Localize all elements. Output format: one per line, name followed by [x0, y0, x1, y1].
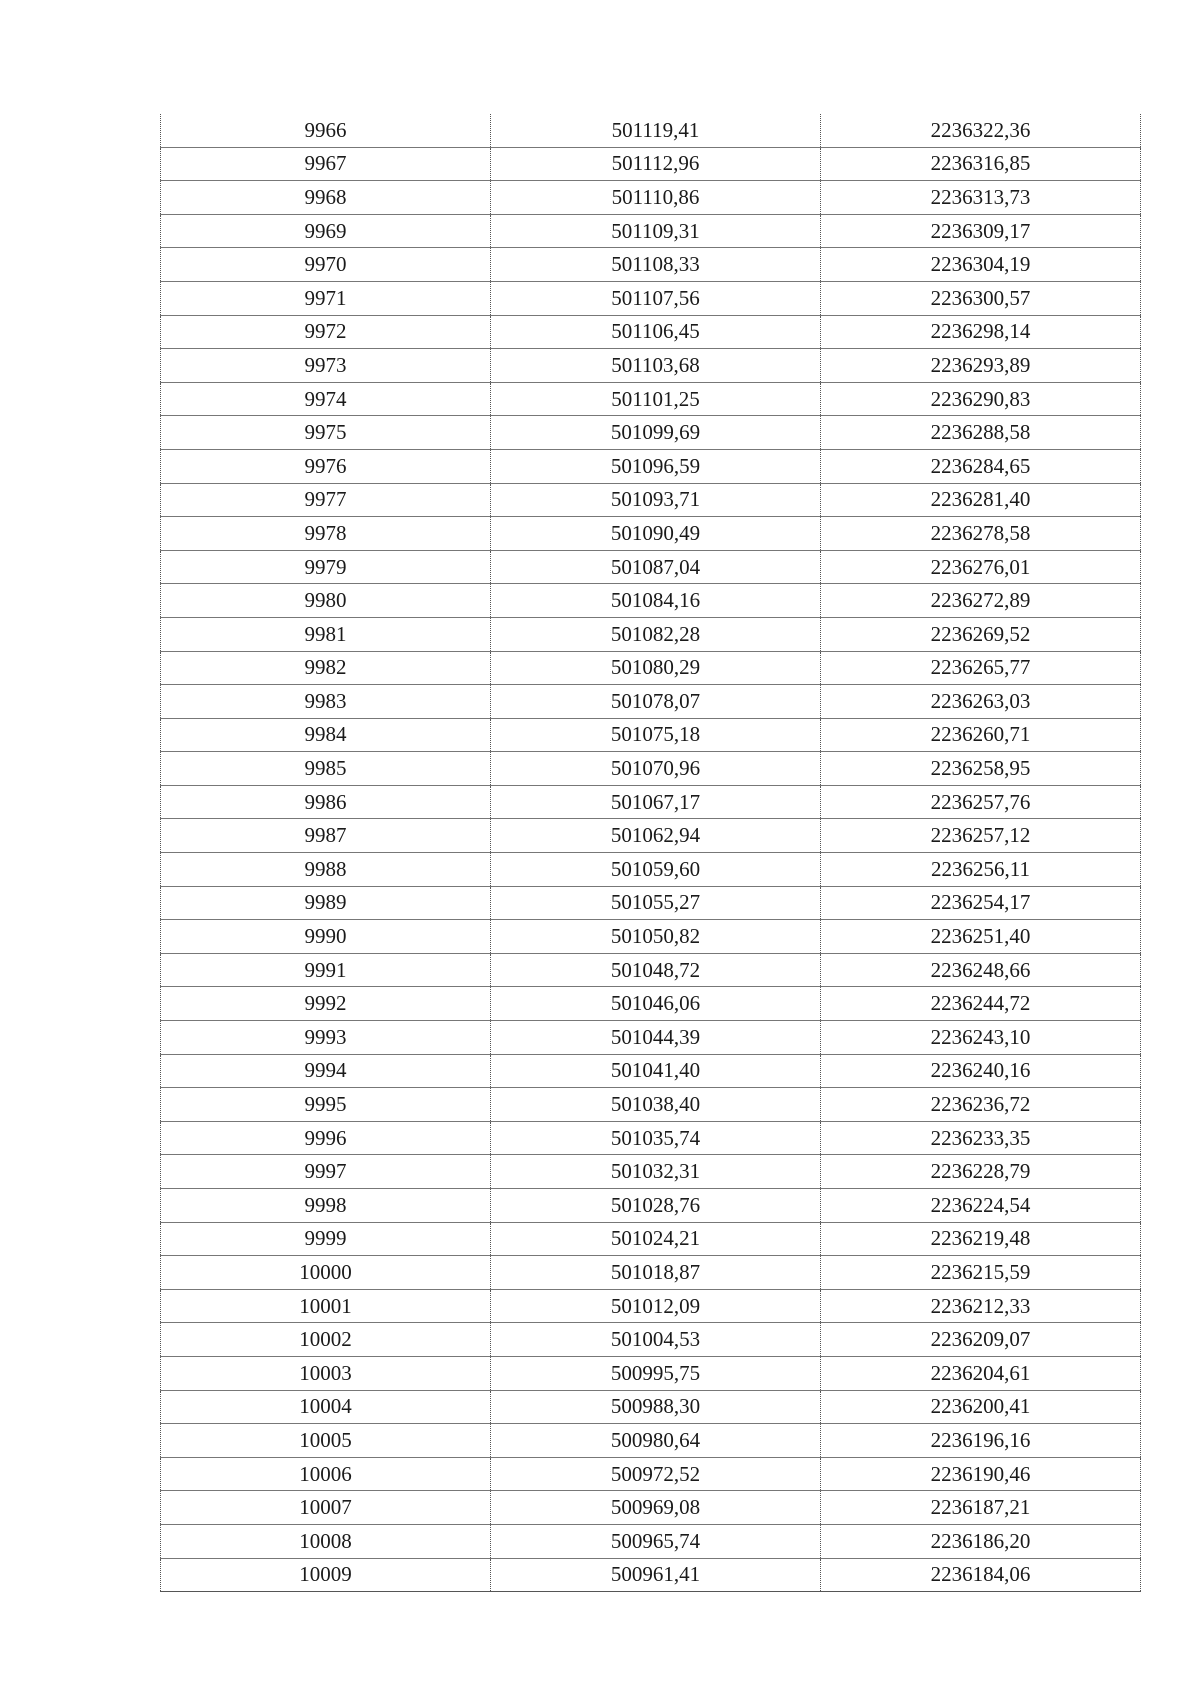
- point-number-cell: 9994: [161, 1054, 491, 1088]
- y-coordinate-cell: 2236300,57: [821, 281, 1141, 315]
- table-row: [161, 819, 1141, 853]
- point-number-cell: 9998: [161, 1189, 491, 1223]
- y-coordinate-cell: 2236256,11: [821, 853, 1141, 887]
- table-row: [161, 1323, 1141, 1357]
- x-coordinate-cell: 501038,40: [491, 1088, 821, 1122]
- point-number-cell: 9974: [161, 382, 491, 416]
- y-coordinate-cell: 2236309,17: [821, 214, 1141, 248]
- point-number-cell: 9978: [161, 517, 491, 551]
- table-row: [161, 1021, 1141, 1055]
- point-number-cell: 9966: [161, 114, 491, 147]
- y-coordinate-cell: 2236240,16: [821, 1054, 1141, 1088]
- x-coordinate-cell: 501090,49: [491, 517, 821, 551]
- table-row: [161, 1289, 1141, 1323]
- table-row: [161, 181, 1141, 215]
- point-number-cell: 9995: [161, 1088, 491, 1122]
- point-number-cell: 9971: [161, 281, 491, 315]
- y-coordinate-cell: 2236265,77: [821, 651, 1141, 685]
- table-row: [161, 584, 1141, 618]
- point-number-cell: 10000: [161, 1256, 491, 1290]
- x-coordinate-cell: 501107,56: [491, 281, 821, 315]
- y-coordinate-cell: 2236200,41: [821, 1390, 1141, 1424]
- y-coordinate-cell: 2236196,16: [821, 1424, 1141, 1458]
- x-coordinate-cell: 501075,18: [491, 718, 821, 752]
- table-row: [161, 685, 1141, 719]
- point-number-cell: 9984: [161, 718, 491, 752]
- table-row: [161, 1054, 1141, 1088]
- point-number-cell: 9967: [161, 147, 491, 181]
- y-coordinate-cell: 2236263,03: [821, 685, 1141, 719]
- table-row: [161, 550, 1141, 584]
- y-coordinate-cell: 2236288,58: [821, 416, 1141, 450]
- x-coordinate-cell: 500965,74: [491, 1524, 821, 1558]
- coordinates-table: [160, 114, 1141, 1592]
- table-row: [161, 920, 1141, 954]
- point-number-cell: 9969: [161, 214, 491, 248]
- table-row: [161, 1558, 1141, 1592]
- y-coordinate-cell: 2236243,10: [821, 1021, 1141, 1055]
- point-number-cell: 9992: [161, 987, 491, 1021]
- x-coordinate-cell: 501087,04: [491, 550, 821, 584]
- y-coordinate-cell: 2236276,01: [821, 550, 1141, 584]
- table-row: [161, 853, 1141, 887]
- point-number-cell: 9996: [161, 1121, 491, 1155]
- point-number-cell: 9990: [161, 920, 491, 954]
- point-number-cell: 10003: [161, 1356, 491, 1390]
- table-row: [161, 449, 1141, 483]
- point-number-cell: 9987: [161, 819, 491, 853]
- y-coordinate-cell: 2236244,72: [821, 987, 1141, 1021]
- y-coordinate-cell: 2236236,72: [821, 1088, 1141, 1122]
- x-coordinate-cell: 501078,07: [491, 685, 821, 719]
- table-row: [161, 483, 1141, 517]
- y-coordinate-cell: 2236284,65: [821, 449, 1141, 483]
- x-coordinate-cell: 501112,96: [491, 147, 821, 181]
- y-coordinate-cell: 2236186,20: [821, 1524, 1141, 1558]
- point-number-cell: 9991: [161, 953, 491, 987]
- x-coordinate-cell: 501032,31: [491, 1155, 821, 1189]
- point-number-cell: 9986: [161, 785, 491, 819]
- table-row: [161, 214, 1141, 248]
- y-coordinate-cell: 2236293,89: [821, 349, 1141, 383]
- point-number-cell: 9976: [161, 449, 491, 483]
- y-coordinate-cell: 2236209,07: [821, 1323, 1141, 1357]
- table-row: [161, 349, 1141, 383]
- x-coordinate-cell: 501018,87: [491, 1256, 821, 1290]
- point-number-cell: 10004: [161, 1390, 491, 1424]
- table-row: [161, 281, 1141, 315]
- x-coordinate-cell: 500969,08: [491, 1491, 821, 1525]
- x-coordinate-cell: 501067,17: [491, 785, 821, 819]
- point-number-cell: 9968: [161, 181, 491, 215]
- table-row: [161, 1222, 1141, 1256]
- y-coordinate-cell: 2236187,21: [821, 1491, 1141, 1525]
- x-coordinate-cell: 501041,40: [491, 1054, 821, 1088]
- y-coordinate-cell: 2236212,33: [821, 1289, 1141, 1323]
- x-coordinate-cell: 501050,82: [491, 920, 821, 954]
- point-number-cell: 9975: [161, 416, 491, 450]
- table-row: [161, 315, 1141, 349]
- y-coordinate-cell: 2236219,48: [821, 1222, 1141, 1256]
- x-coordinate-cell: 501084,16: [491, 584, 821, 618]
- table-row: [161, 1088, 1141, 1122]
- point-number-cell: 10002: [161, 1323, 491, 1357]
- x-coordinate-cell: 501101,25: [491, 382, 821, 416]
- table-row: [161, 1491, 1141, 1525]
- point-number-cell: 10008: [161, 1524, 491, 1558]
- point-number-cell: 9972: [161, 315, 491, 349]
- y-coordinate-cell: 2236184,06: [821, 1558, 1141, 1592]
- point-number-cell: 9985: [161, 752, 491, 786]
- y-coordinate-cell: 2236204,61: [821, 1356, 1141, 1390]
- x-coordinate-cell: 501082,28: [491, 617, 821, 651]
- table-row: [161, 953, 1141, 987]
- x-coordinate-cell: 500972,52: [491, 1457, 821, 1491]
- table-row: [161, 752, 1141, 786]
- y-coordinate-cell: 2236254,17: [821, 886, 1141, 920]
- x-coordinate-cell: 501035,74: [491, 1121, 821, 1155]
- table-row: [161, 248, 1141, 282]
- y-coordinate-cell: 2236215,59: [821, 1256, 1141, 1290]
- point-number-cell: 9982: [161, 651, 491, 685]
- x-coordinate-cell: 501062,94: [491, 819, 821, 853]
- y-coordinate-cell: 2236224,54: [821, 1189, 1141, 1223]
- point-number-cell: 9997: [161, 1155, 491, 1189]
- x-coordinate-cell: 501044,39: [491, 1021, 821, 1055]
- x-coordinate-cell: 501096,59: [491, 449, 821, 483]
- point-number-cell: 9977: [161, 483, 491, 517]
- x-coordinate-cell: 501012,09: [491, 1289, 821, 1323]
- table-row: [161, 1121, 1141, 1155]
- table-row: [161, 1424, 1141, 1458]
- point-number-cell: 9989: [161, 886, 491, 920]
- x-coordinate-cell: 501103,68: [491, 349, 821, 383]
- y-coordinate-cell: 2236248,66: [821, 953, 1141, 987]
- y-coordinate-cell: 2236257,76: [821, 785, 1141, 819]
- y-coordinate-cell: 2236257,12: [821, 819, 1141, 853]
- table-row: [161, 1524, 1141, 1558]
- point-number-cell: 9981: [161, 617, 491, 651]
- point-number-cell: 9993: [161, 1021, 491, 1055]
- y-coordinate-cell: 2236298,14: [821, 315, 1141, 349]
- table-row: [161, 785, 1141, 819]
- y-coordinate-cell: 2236190,46: [821, 1457, 1141, 1491]
- y-coordinate-cell: 2236304,19: [821, 248, 1141, 282]
- table-row: [161, 517, 1141, 551]
- table-row: [161, 382, 1141, 416]
- y-coordinate-cell: 2236272,89: [821, 584, 1141, 618]
- x-coordinate-cell: 501004,53: [491, 1323, 821, 1357]
- table-row: [161, 416, 1141, 450]
- x-coordinate-cell: 501110,86: [491, 181, 821, 215]
- y-coordinate-cell: 2236316,85: [821, 147, 1141, 181]
- table-row: [161, 617, 1141, 651]
- table-row: [161, 1356, 1141, 1390]
- x-coordinate-cell: 500995,75: [491, 1356, 821, 1390]
- point-number-cell: 9988: [161, 853, 491, 887]
- coordinates-table-body: [161, 114, 1141, 1592]
- x-coordinate-cell: 501106,45: [491, 315, 821, 349]
- table-row: [161, 1390, 1141, 1424]
- point-number-cell: 9979: [161, 550, 491, 584]
- x-coordinate-cell: 500961,41: [491, 1558, 821, 1592]
- y-coordinate-cell: 2236260,71: [821, 718, 1141, 752]
- x-coordinate-cell: 501099,69: [491, 416, 821, 450]
- x-coordinate-cell: 501109,31: [491, 214, 821, 248]
- table-row: [161, 886, 1141, 920]
- x-coordinate-cell: 501119,41: [491, 114, 821, 147]
- point-number-cell: 9970: [161, 248, 491, 282]
- y-coordinate-cell: 2236258,95: [821, 752, 1141, 786]
- table-row: [161, 987, 1141, 1021]
- x-coordinate-cell: 500980,64: [491, 1424, 821, 1458]
- x-coordinate-cell: 501028,76: [491, 1189, 821, 1223]
- y-coordinate-cell: 2236228,79: [821, 1155, 1141, 1189]
- y-coordinate-cell: 2236269,52: [821, 617, 1141, 651]
- y-coordinate-cell: 2236251,40: [821, 920, 1141, 954]
- x-coordinate-cell: 501080,29: [491, 651, 821, 685]
- y-coordinate-cell: 2236322,36: [821, 114, 1141, 147]
- point-number-cell: 9983: [161, 685, 491, 719]
- x-coordinate-cell: 501059,60: [491, 853, 821, 887]
- point-number-cell: 9980: [161, 584, 491, 618]
- point-number-cell: 10006: [161, 1457, 491, 1491]
- y-coordinate-cell: 2236290,83: [821, 382, 1141, 416]
- x-coordinate-cell: 501048,72: [491, 953, 821, 987]
- point-number-cell: 9973: [161, 349, 491, 383]
- table-row: [161, 1189, 1141, 1223]
- y-coordinate-cell: 2236313,73: [821, 181, 1141, 215]
- point-number-cell: 10009: [161, 1558, 491, 1592]
- x-coordinate-cell: 501108,33: [491, 248, 821, 282]
- table-row: [161, 718, 1141, 752]
- y-coordinate-cell: 2236233,35: [821, 1121, 1141, 1155]
- table-row: [161, 1155, 1141, 1189]
- x-coordinate-cell: 501093,71: [491, 483, 821, 517]
- x-coordinate-cell: 501024,21: [491, 1222, 821, 1256]
- y-coordinate-cell: 2236281,40: [821, 483, 1141, 517]
- table-row: [161, 651, 1141, 685]
- table-row: [161, 147, 1141, 181]
- x-coordinate-cell: 500988,30: [491, 1390, 821, 1424]
- table-row: [161, 114, 1141, 147]
- y-coordinate-cell: 2236278,58: [821, 517, 1141, 551]
- x-coordinate-cell: 501055,27: [491, 886, 821, 920]
- x-coordinate-cell: 501046,06: [491, 987, 821, 1021]
- point-number-cell: 10005: [161, 1424, 491, 1458]
- table-row: [161, 1457, 1141, 1491]
- x-coordinate-cell: 501070,96: [491, 752, 821, 786]
- point-number-cell: 10001: [161, 1289, 491, 1323]
- table-row: [161, 1256, 1141, 1290]
- point-number-cell: 9999: [161, 1222, 491, 1256]
- point-number-cell: 10007: [161, 1491, 491, 1525]
